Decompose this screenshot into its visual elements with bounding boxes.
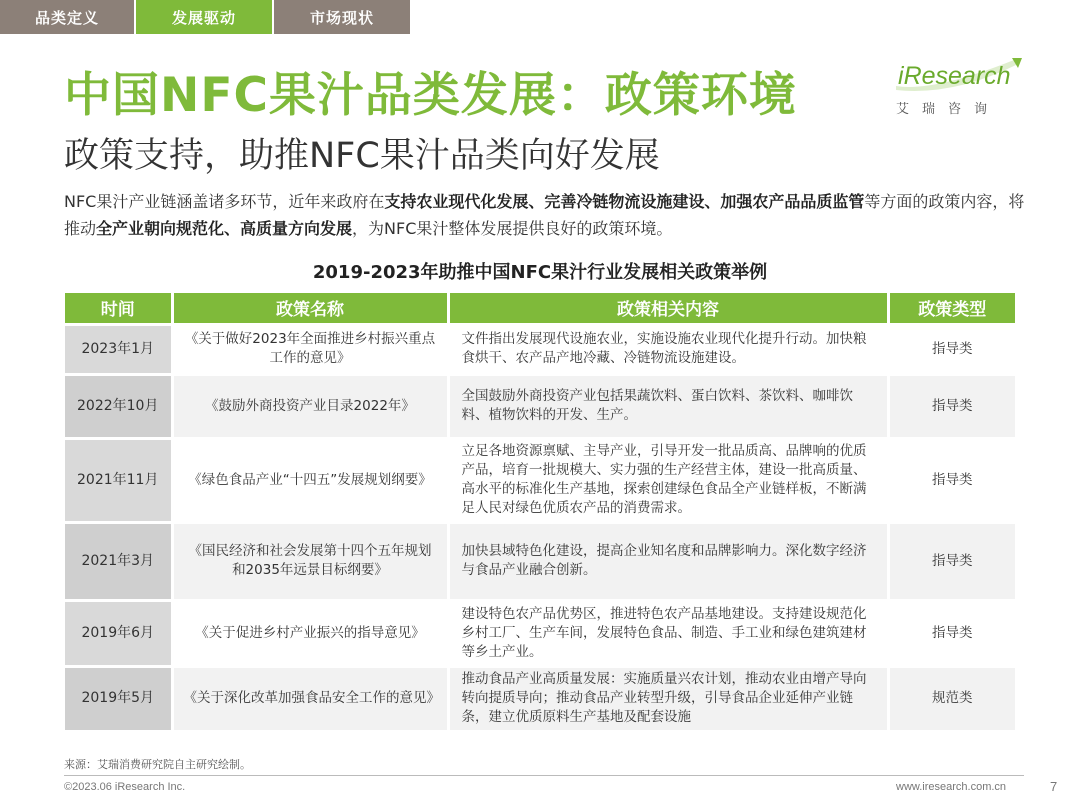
table-row: [65, 522, 1015, 600]
cell-policy-content: 全国鼓励外商投资产业包括果蔬饮料、蛋白饮料、茶饮料、咖啡饮料、植物饮料的开发、生产。: [448, 374, 888, 438]
cell-date: 2021年11月: [65, 438, 172, 522]
page-title: 中国NFC果汁品类发展：政策环境: [64, 68, 797, 123]
cell-policy-name: 《国民经济和社会发展第十四个五年规划和2035年远景目标纲要》: [172, 522, 448, 600]
table-row: [65, 666, 1015, 730]
cell-date: 2019年5月: [65, 666, 172, 730]
cell-date: 2019年6月: [65, 600, 172, 666]
table-row: [65, 600, 1015, 666]
table-title: 2019-2023年助推中国NFC果汁行业发展相关政策举例: [312, 262, 768, 283]
intro-highlight-1: 支持农业现代化发展、完善冷链物流设施建设、加强农产品品质监管: [384, 192, 865, 211]
cell-policy-type: 指导类: [888, 522, 1015, 600]
cell-policy-content: 建设特色农产品优势区，推进特色农产品基地建设。支持建设规范化乡村工厂、生产车间，发展特色食品、制造、手工业和绿色建筑建材等乡土产业。: [448, 600, 888, 666]
policy-table: [65, 293, 1015, 730]
cell-policy-type: 指导类: [888, 600, 1015, 666]
header-policy-content: 政策相关内容: [448, 293, 888, 324]
page-number: 7: [1050, 779, 1058, 794]
cell-policy-content: 立足各地资源禀赋、主导产业，引导开发一批品质高、品牌响的优质产品，培育一批规模大、实力强的生产经营主体，建设一批高质量、高水平的标准化生产基地，探索创建绿色食品全产业链样板，不断满足人民对绿色优质农产品的消费需求。: [448, 438, 888, 522]
table-row: [65, 374, 1015, 438]
logo-wordmark: iResearch: [898, 62, 1011, 90]
cell-date: 2021年3月: [65, 522, 172, 600]
table-header-row: [65, 293, 1015, 324]
header-policy-name: 政策名称: [172, 293, 448, 324]
cell-policy-type: 指导类: [888, 438, 1015, 522]
cell-date: 2023年1月: [65, 324, 172, 374]
header-time: 时间: [65, 293, 172, 324]
cell-policy-name: 《绿色食品产业“十四五”发展规划纲要》: [172, 438, 448, 522]
website-link[interactable]: www.iresearch.com.cn: [896, 781, 1007, 793]
copyright: ©2023.06 iResearch Inc.: [64, 781, 186, 793]
footer-divider: [64, 775, 1024, 776]
tab-development-drivers[interactable]: 发展驱动: [136, 0, 272, 34]
cell-policy-name: 《关于深化改革加强食品安全工作的意见》: [172, 666, 448, 730]
logo-mark: [894, 56, 1024, 96]
page-subtitle: 政策支持，助推NFC果汁品类向好发展: [64, 136, 660, 176]
cell-date: 2022年10月: [65, 374, 172, 438]
source-note: 来源：艾瑞消费研究院自主研究绘制。: [64, 758, 251, 771]
table-row: [65, 324, 1015, 374]
intro-paragraph: NFC果汁产业链涵盖诸多环节，近年来政府在支持农业现代化发展、完善冷链物流设施建设、加强农产品品质监管等方面的政策内容，将推动全产业朝向规范化、高质量方向发展，为NFC果汁整体发展提供良好的政策环境。: [64, 192, 1025, 238]
cell-policy-type: 指导类: [888, 324, 1015, 374]
cell-policy-type: 指导类: [888, 374, 1015, 438]
cell-policy-type: 规范类: [888, 666, 1015, 730]
cell-policy-content: 加快县域特色化建设，提高企业知名度和品牌影响力。深化数字经济与食品产业融合创新。: [448, 522, 888, 600]
tab-market-status[interactable]: 市场现状: [274, 0, 410, 34]
cell-policy-name: 《鼓励外商投资产业目录2022年》: [172, 374, 448, 438]
intro-highlight-2: 全产业朝向规范化、高质量方向发展: [96, 219, 353, 238]
header-policy-type: 政策类型: [888, 293, 1015, 324]
section-tabs: [0, 0, 412, 34]
logo-chinese-name: 艾瑞咨询: [896, 102, 1001, 117]
cell-policy-content: 推动食品产业高质量发展：实施质量兴农计划，推动农业由增产导向转向提质导向；推动食品产业转型升级，引导食品企业延伸产业链条，建立优质原料生产基地及配套设施: [448, 666, 888, 730]
cell-policy-name: 《关于做好2023年全面推进乡村振兴重点工作的意见》: [172, 324, 448, 374]
cell-policy-content: 文件指出发展现代设施农业，实施设施农业现代化提升行动。加快粮食烘干、农产品产地冷藏、冷链物流设施建设。: [448, 324, 888, 374]
table-row: [65, 438, 1015, 522]
cell-policy-name: 《关于促进乡村产业振兴的指导意见》: [172, 600, 448, 666]
tab-category-definition[interactable]: 品类定义: [0, 0, 134, 34]
iresearch-logo: [894, 56, 1024, 117]
